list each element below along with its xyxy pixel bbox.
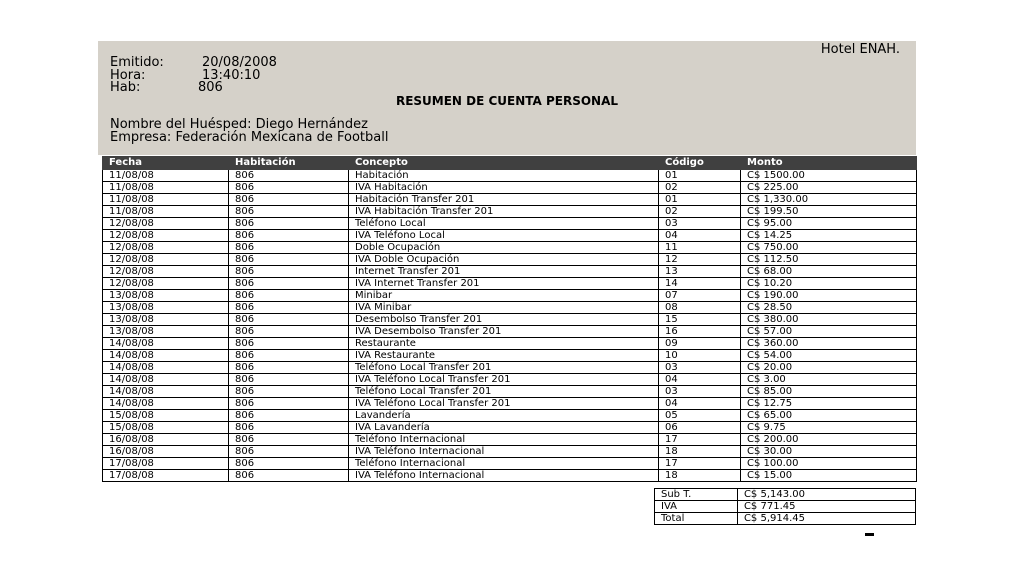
total-amount: C$ 5,143.00: [737, 489, 915, 501]
room-cell: 806: [229, 290, 349, 302]
column-header: Monto: [741, 157, 917, 170]
amount-cell: C$ 225.00: [741, 182, 917, 194]
company-name: Empresa: Federación Mexicana de Football: [110, 130, 389, 145]
code-cell: 17: [659, 434, 741, 446]
date-cell: 11/08/08: [103, 194, 229, 206]
concept-cell: Teléfono Local: [349, 218, 659, 230]
time-label: Hora:: [110, 68, 146, 83]
room-cell: 806: [229, 362, 349, 374]
code-cell: 03: [659, 218, 741, 230]
concept-cell: Desembolso Transfer 201: [349, 314, 659, 326]
table-row: [103, 314, 917, 326]
code-cell: 10: [659, 350, 741, 362]
column-header: Habitación: [229, 157, 349, 170]
room-cell: 806: [229, 458, 349, 470]
concept-cell: Teléfono Internacional: [349, 434, 659, 446]
total-amount: C$ 771.45: [737, 501, 915, 513]
code-cell: 13: [659, 266, 741, 278]
totals-row: [655, 501, 916, 513]
code-cell: 02: [659, 206, 741, 218]
amount-cell: C$ 100.00: [741, 458, 917, 470]
concept-cell: Habitación: [349, 170, 659, 182]
table-row: [103, 302, 917, 314]
room-cell: 806: [229, 374, 349, 386]
amount-cell: C$ 65.00: [741, 410, 917, 422]
code-cell: 12: [659, 254, 741, 266]
date-cell: 12/08/08: [103, 254, 229, 266]
table-row: [103, 194, 917, 206]
code-cell: 01: [659, 170, 741, 182]
table-row: [103, 350, 917, 362]
table-row: [103, 362, 917, 374]
concept-cell: IVA Habitación Transfer 201: [349, 206, 659, 218]
amount-cell: C$ 68.00: [741, 266, 917, 278]
amount-cell: C$ 85.00: [741, 386, 917, 398]
concept-cell: IVA Teléfono Local: [349, 230, 659, 242]
date-cell: 14/08/08: [103, 386, 229, 398]
amount-cell: C$ 28.50: [741, 302, 917, 314]
concept-cell: Teléfono Internacional: [349, 458, 659, 470]
concept-cell: IVA Teléfono Local Transfer 201: [349, 374, 659, 386]
table-row: [103, 230, 917, 242]
date-cell: 14/08/08: [103, 398, 229, 410]
amount-cell: C$ 750.00: [741, 242, 917, 254]
guest-name: Nombre del Huésped: Diego Hernández: [110, 117, 368, 132]
table-row: [103, 470, 917, 482]
date-cell: 12/08/08: [103, 242, 229, 254]
column-header: Código: [659, 157, 741, 170]
charges-table: [102, 156, 917, 482]
room-cell: 806: [229, 314, 349, 326]
date-cell: 13/08/08: [103, 326, 229, 338]
amount-cell: C$ 54.00: [741, 350, 917, 362]
concept-cell: IVA Restaurante: [349, 350, 659, 362]
concept-cell: Teléfono Local Transfer 201: [349, 386, 659, 398]
totals-row: [655, 513, 916, 525]
date-cell: 16/08/08: [103, 446, 229, 458]
date-cell: 13/08/08: [103, 302, 229, 314]
date-cell: 15/08/08: [103, 422, 229, 434]
total-amount: C$ 5,914.45: [737, 513, 915, 525]
concept-cell: IVA Lavandería: [349, 422, 659, 434]
amount-cell: C$ 380.00: [741, 314, 917, 326]
document-title: RESUMEN DE CUENTA PERSONAL: [395, 94, 619, 108]
table-row: [103, 434, 917, 446]
concept-cell: IVA Doble Ocupación: [349, 254, 659, 266]
table-row: [103, 398, 917, 410]
code-cell: 01: [659, 194, 741, 206]
room-cell: 806: [229, 170, 349, 182]
room-cell: 806: [229, 278, 349, 290]
table-row: [103, 410, 917, 422]
room-cell: 806: [229, 422, 349, 434]
issued-label: Emitido:: [110, 55, 164, 70]
room-cell: 806: [229, 182, 349, 194]
date-cell: 12/08/08: [103, 266, 229, 278]
code-cell: 02: [659, 182, 741, 194]
hotel-name: Hotel ENAH.: [820, 42, 900, 57]
code-cell: 18: [659, 446, 741, 458]
table-row: [103, 290, 917, 302]
date-cell: 14/08/08: [103, 362, 229, 374]
amount-cell: C$ 15.00: [741, 470, 917, 482]
table-row: [103, 266, 917, 278]
room-value: 806: [198, 80, 223, 95]
totals-row: [655, 489, 916, 501]
concept-cell: Minibar: [349, 290, 659, 302]
room-cell: 806: [229, 338, 349, 350]
code-cell: 04: [659, 374, 741, 386]
totals-table: [654, 488, 916, 525]
concept-cell: IVA Teléfono Local Transfer 201: [349, 398, 659, 410]
room-cell: 806: [229, 326, 349, 338]
date-cell: 17/08/08: [103, 470, 229, 482]
concept-cell: IVA Teléfono Internacional: [349, 446, 659, 458]
date-cell: 17/08/08: [103, 458, 229, 470]
amount-cell: C$ 95.00: [741, 218, 917, 230]
amount-cell: C$ 112.50: [741, 254, 917, 266]
room-cell: 806: [229, 398, 349, 410]
date-cell: 15/08/08: [103, 410, 229, 422]
concept-cell: IVA Minibar: [349, 302, 659, 314]
concept-cell: Restaurante: [349, 338, 659, 350]
code-cell: 04: [659, 398, 741, 410]
room-cell: 806: [229, 206, 349, 218]
date-cell: 14/08/08: [103, 350, 229, 362]
concept-cell: Habitación Transfer 201: [349, 194, 659, 206]
table-row: [103, 242, 917, 254]
document-header: [98, 41, 916, 155]
date-cell: 14/08/08: [103, 374, 229, 386]
room-cell: 806: [229, 302, 349, 314]
table-row: [103, 446, 917, 458]
amount-cell: C$ 190.00: [741, 290, 917, 302]
issued-date: 20/08/2008: [202, 55, 277, 70]
table-row: [103, 278, 917, 290]
concept-cell: IVA Habitación: [349, 182, 659, 194]
amount-cell: C$ 199.50: [741, 206, 917, 218]
amount-cell: C$ 14.25: [741, 230, 917, 242]
code-cell: 05: [659, 410, 741, 422]
room-cell: 806: [229, 350, 349, 362]
column-header: Fecha: [103, 157, 229, 170]
table-row: [103, 326, 917, 338]
concept-cell: IVA Internet Transfer 201: [349, 278, 659, 290]
amount-cell: C$ 12.75: [741, 398, 917, 410]
amount-cell: C$ 1,330.00: [741, 194, 917, 206]
room-cell: 806: [229, 446, 349, 458]
concept-cell: Teléfono Local Transfer 201: [349, 362, 659, 374]
date-cell: 14/08/08: [103, 338, 229, 350]
amount-cell: C$ 10.20: [741, 278, 917, 290]
code-cell: 18: [659, 470, 741, 482]
concept-cell: Doble Ocupación: [349, 242, 659, 254]
concept-cell: Lavandería: [349, 410, 659, 422]
code-cell: 03: [659, 362, 741, 374]
room-cell: 806: [229, 194, 349, 206]
total-label: Sub T.: [655, 489, 738, 501]
amount-cell: C$ 200.00: [741, 434, 917, 446]
code-cell: 17: [659, 458, 741, 470]
date-cell: 12/08/08: [103, 230, 229, 242]
concept-cell: Internet Transfer 201: [349, 266, 659, 278]
table-row: [103, 422, 917, 434]
room-cell: 806: [229, 470, 349, 482]
table-row: [103, 218, 917, 230]
time-value: 13:40:10: [202, 68, 261, 83]
table-row: [103, 374, 917, 386]
page-mark: [865, 533, 874, 536]
account-summary-document: [98, 41, 916, 524]
room-cell: 806: [229, 386, 349, 398]
code-cell: 03: [659, 386, 741, 398]
total-label: Total: [655, 513, 738, 525]
table-row: [103, 458, 917, 470]
amount-cell: C$ 360.00: [741, 338, 917, 350]
date-cell: 16/08/08: [103, 434, 229, 446]
amount-cell: C$ 20.00: [741, 362, 917, 374]
date-cell: 11/08/08: [103, 182, 229, 194]
code-cell: 09: [659, 338, 741, 350]
table-row: [103, 206, 917, 218]
room-cell: 806: [229, 254, 349, 266]
table-row: [103, 182, 917, 194]
code-cell: 15: [659, 314, 741, 326]
code-cell: 14: [659, 278, 741, 290]
room-cell: 806: [229, 410, 349, 422]
concept-cell: IVA Desembolso Transfer 201: [349, 326, 659, 338]
date-cell: 13/08/08: [103, 290, 229, 302]
column-header: Concepto: [349, 157, 659, 170]
table-row: [103, 254, 917, 266]
amount-cell: C$ 3.00: [741, 374, 917, 386]
date-cell: 11/08/08: [103, 206, 229, 218]
room-cell: 806: [229, 218, 349, 230]
room-cell: 806: [229, 266, 349, 278]
code-cell: 08: [659, 302, 741, 314]
room-cell: 806: [229, 230, 349, 242]
room-cell: 806: [229, 434, 349, 446]
room-cell: 806: [229, 242, 349, 254]
code-cell: 06: [659, 422, 741, 434]
amount-cell: C$ 57.00: [741, 326, 917, 338]
amount-cell: C$ 1500.00: [741, 170, 917, 182]
amount-cell: C$ 30.00: [741, 446, 917, 458]
total-label: IVA: [655, 501, 738, 513]
date-cell: 11/08/08: [103, 170, 229, 182]
date-cell: 12/08/08: [103, 218, 229, 230]
room-label: Hab:: [110, 80, 141, 95]
amount-cell: C$ 9.75: [741, 422, 917, 434]
code-cell: 16: [659, 326, 741, 338]
concept-cell: IVA Teléfono Internacional: [349, 470, 659, 482]
code-cell: 04: [659, 230, 741, 242]
table-header-row: [103, 157, 917, 170]
date-cell: 13/08/08: [103, 314, 229, 326]
table-row: [103, 170, 917, 182]
date-cell: 12/08/08: [103, 278, 229, 290]
code-cell: 11: [659, 242, 741, 254]
table-row: [103, 386, 917, 398]
table-row: [103, 338, 917, 350]
code-cell: 07: [659, 290, 741, 302]
